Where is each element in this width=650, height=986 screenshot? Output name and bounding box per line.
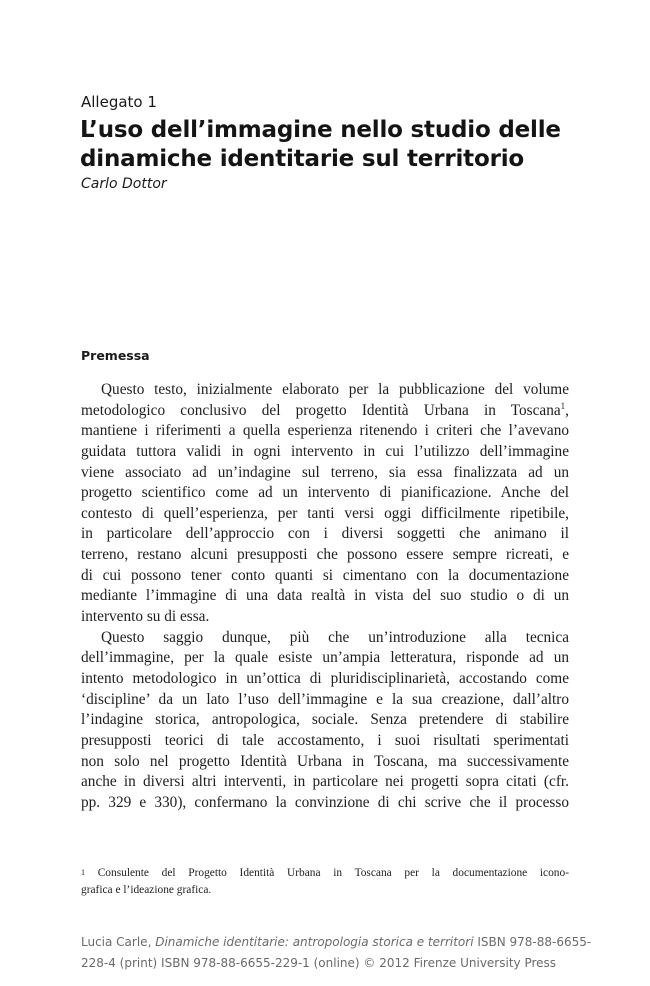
- author-name: Carlo Dottor: [81, 176, 167, 192]
- body-line: viene associato ad un’indagine sul terreno, sia essa finalizzata ad un: [81, 463, 569, 481]
- footnote-line: grafica e l’ideazione grafica.: [81, 884, 212, 896]
- body-line: mediante l’immagine di una data realtà in vista del suo studio o di un: [81, 587, 569, 605]
- footnote-number: 1: [81, 868, 85, 877]
- body-line: guidata tuttora validi in ogni intervento in cui l’utilizzo dell’immagine: [81, 442, 569, 460]
- body-line: presupposti teorici di tale accostamento, i suoi risultati sperimentati: [81, 731, 569, 749]
- body-line: mantiene i riferimenti a quella esperienza ritenendo i criteri che l’avevano: [81, 422, 569, 440]
- credit-book-title: Dinamiche identitarie: antropologia storica e territori: [155, 935, 474, 949]
- footnote-reference[interactable]: 1: [560, 400, 566, 411]
- body-line: Questo testo, inizialmente elaborato per la pubblicazione del volume: [101, 381, 569, 398]
- body-line: intento metodologico in un’ottica di pluridisciplinarietà, accostando come: [81, 669, 569, 687]
- body-line-text: metodologico conclusivo del progetto Identità Urbana in Toscana: [81, 401, 561, 419]
- credit-line: 228-4 (print) ISBN 978-88-6655-229-1 (online) © 2012 Firenze University Press: [81, 956, 557, 970]
- body-line: di cui possono tener conto quanti si cimentano con la documentazione: [81, 566, 569, 584]
- body-line: l’indagine storica, antropologica, sociale. Senza pretendere di stabilire: [81, 711, 569, 729]
- chapter-title: [80, 116, 580, 174]
- body-line-punct: ,: [565, 401, 569, 419]
- footnote-text: Consulente del Progetto Identità Urbana in Toscana per la documentazione icono-: [97, 867, 569, 879]
- chapter-title-line: L’uso dell’immagine nello studio delle: [80, 117, 561, 143]
- credit-author: Lucia Carle,: [81, 935, 156, 949]
- footnote: [81, 865, 569, 899]
- body-line: ‘discipline’ da un lato l’uso dell’immagine e la sua creazione, dall’altro: [81, 690, 569, 708]
- chapter-title-line: dinamiche identitarie sul territorio: [80, 146, 524, 172]
- credit-isbn: ISBN 978-88-6655-: [473, 935, 592, 949]
- publication-credit: [81, 932, 592, 974]
- credit-line: [81, 932, 592, 953]
- body-line: anche in diversi altri interventi, in particolare nei progetti sopra citati (cfr.: [81, 773, 569, 791]
- body-line: in particolare dell’approccio con i diversi soggetti che animano il: [81, 525, 569, 543]
- section-heading: Premessa: [81, 348, 150, 363]
- body-line: dell’immagine, per la quale esiste un’ampia letteratura, risponde ad un: [81, 649, 569, 667]
- body-line: pp. 329 e 330), confermano la convinzione di chi scrive che il processo: [81, 793, 569, 811]
- appendix-label: Allegato 1: [81, 93, 157, 111]
- body-line: progetto scientifico come ad un intervento di pianificazione. Anche del: [81, 484, 569, 502]
- body-line: [81, 401, 569, 422]
- body-line: intervento su di essa.: [81, 608, 210, 626]
- body-line: Questo saggio dunque, più che un’introduzione alla tecnica: [101, 628, 569, 646]
- body-line: terreno, restano alcuni presupposti che possono essere sempre ricreati, e: [81, 546, 569, 564]
- body-line: non solo nel progetto Identità Urbana in Toscana, ma successivamente: [81, 752, 569, 770]
- footnote-line: [81, 865, 569, 882]
- body-line: contesto di quell’esperienza, per tanti versi oggi difficilmente ripetibile,: [81, 504, 569, 522]
- body-text: [81, 380, 569, 813]
